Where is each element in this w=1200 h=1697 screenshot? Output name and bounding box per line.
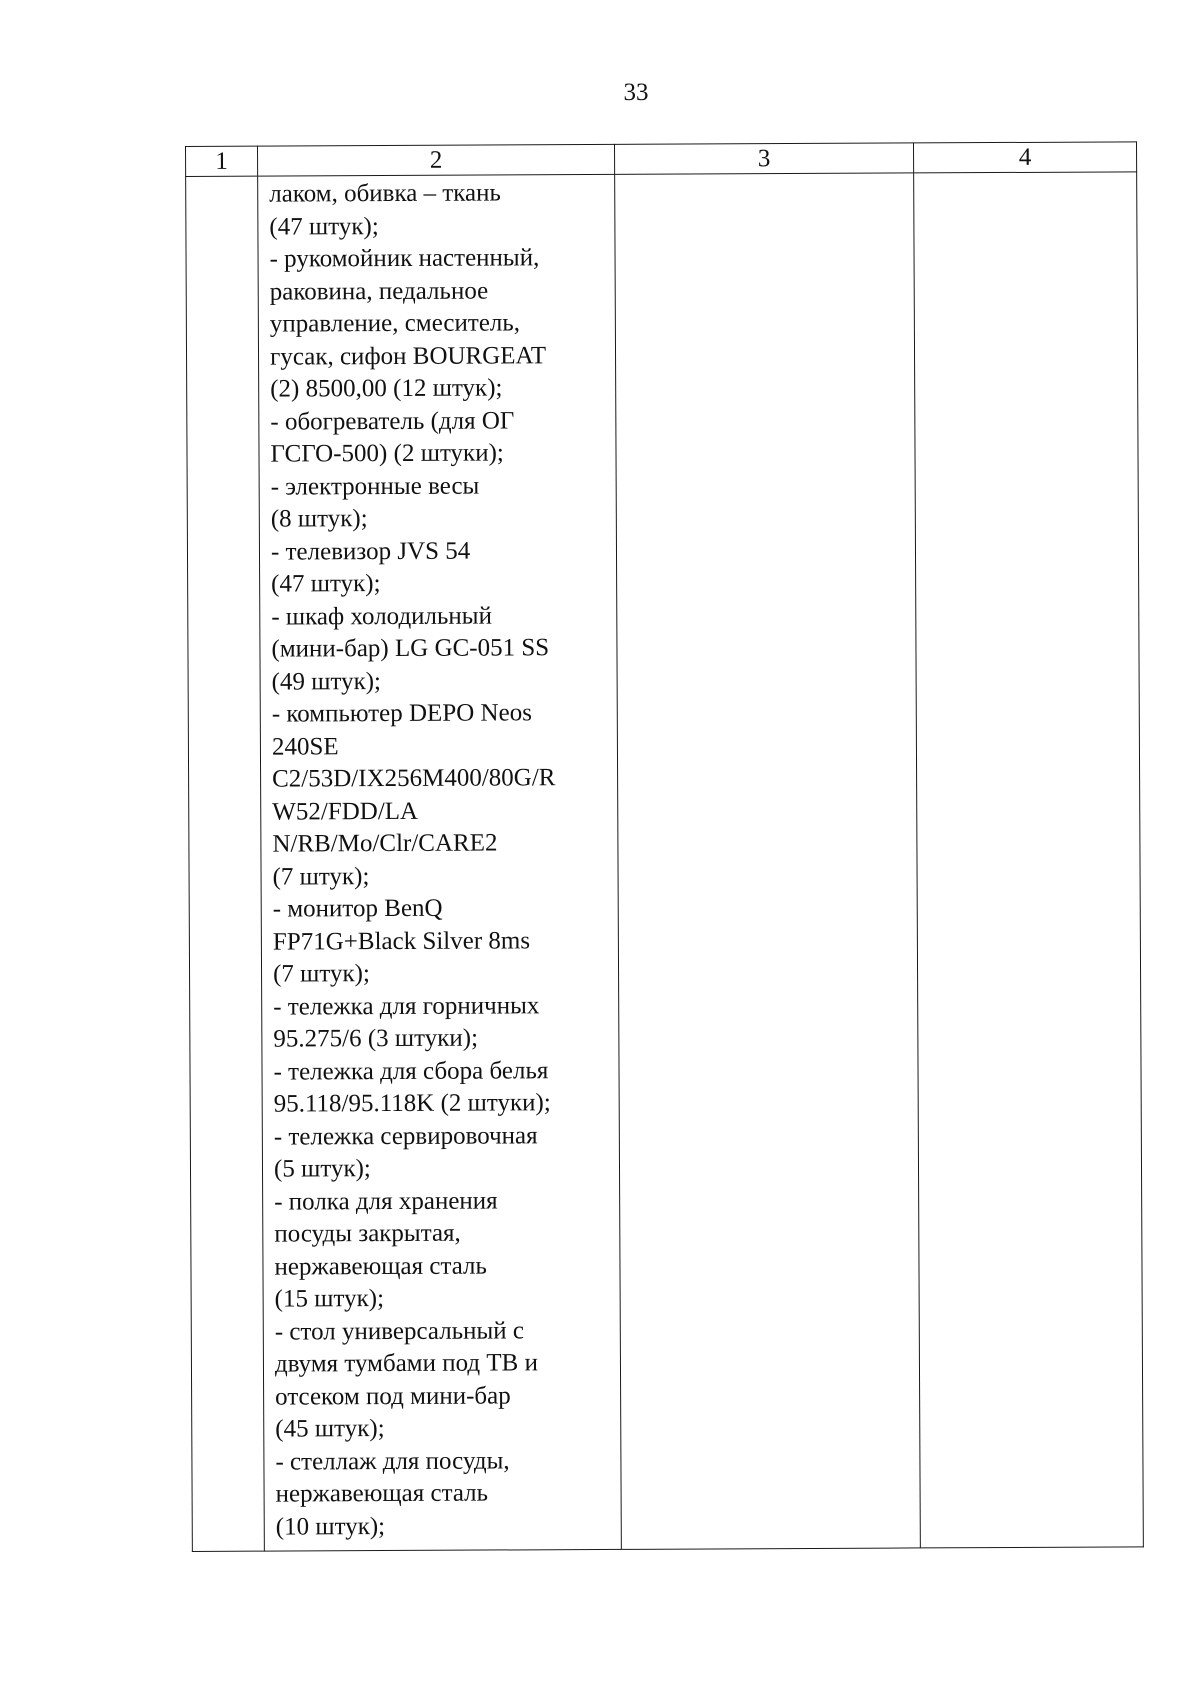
list-item-line: 95.275/6 (3 штуки); xyxy=(273,1024,479,1053)
list-item-line: лаком, обивка – ткань xyxy=(269,179,501,208)
list-item-line: N/RB/Mo/Clr/CARE2 xyxy=(272,829,498,858)
page-number: 33 xyxy=(623,79,649,106)
list-item-line: гусак, сифон BOURGEAT xyxy=(269,341,547,371)
list-item-line: (8 штук); xyxy=(270,505,368,533)
list-item-line: - монитор BenQ xyxy=(272,894,443,923)
list-item-line: раковина, педальное xyxy=(269,277,489,306)
list-item-line: (5 штук); xyxy=(273,1155,371,1183)
list-item-line: (10 штук); xyxy=(275,1512,386,1541)
list-item-line: - шкаф холодильный xyxy=(271,602,493,631)
list-item-line: - компьютер DEPO Neos xyxy=(271,699,532,728)
list-item-line: - тележка сервировочная xyxy=(273,1121,538,1151)
list-item-line: - телевизор JVS 54 xyxy=(270,537,471,566)
equipment-table xyxy=(185,141,1144,1552)
list-item-line: - тележка для горничных xyxy=(273,991,540,1021)
list-item-line: (45 штук); xyxy=(275,1415,385,1443)
column-header-3: 3 xyxy=(614,143,913,174)
list-item-line: - стеллаж для посуды, xyxy=(275,1446,510,1476)
list-item-line: (15 штук); xyxy=(274,1285,385,1313)
cell-col-1 xyxy=(186,176,265,1551)
list-item-line: W52/FDD/LA xyxy=(272,797,419,826)
column-header-2: 2 xyxy=(258,144,615,176)
cell-col-4 xyxy=(914,172,1144,1548)
list-item-line: ГСГО-500) (2 штуки); xyxy=(270,439,504,468)
list-item-line: (2) 8500,00 (12 штук); xyxy=(270,374,503,403)
column-header-4: 4 xyxy=(913,142,1136,173)
list-item-line: - тележка для сбора белья xyxy=(273,1056,549,1086)
list-item-line: - обогреватель (для ОГ xyxy=(270,406,515,436)
equipment-list xyxy=(258,175,621,1544)
list-item-line: 240SE xyxy=(271,732,339,761)
list-item-line: (7 штук); xyxy=(272,862,370,891)
list-item-line: - электронные весы xyxy=(270,472,480,501)
list-item-line: (7 штук); xyxy=(272,960,370,988)
list-item-line: посуды закрытая, xyxy=(274,1219,461,1248)
list-item-line: 95.118/95.118K (2 штуки); xyxy=(273,1089,551,1118)
list-item-line: (49 штук); xyxy=(271,667,382,696)
cell-col-2 xyxy=(258,174,622,1551)
list-item-line: (47 штук); xyxy=(271,570,381,598)
list-item-line: управление, смеситель, xyxy=(269,309,521,338)
list-item-line: FP71G+Black Silver 8ms xyxy=(272,926,531,956)
column-header-1: 1 xyxy=(186,146,258,176)
list-item-line: C2/53D/IX256M400/80G/R xyxy=(272,764,556,793)
list-item-line: отсеком под мини-бар xyxy=(275,1381,511,1411)
list-item-line: - полка для хранения xyxy=(274,1186,498,1216)
list-item-line: нержавеющая сталь xyxy=(275,1479,489,1508)
list-item-line: - стол универсальный с xyxy=(274,1316,525,1346)
list-item-line: - рукомойник настенный, xyxy=(269,244,540,273)
table-header-row xyxy=(186,142,1137,177)
cell-col-3 xyxy=(615,173,921,1549)
list-item-line: (мини-бар) LG GC-051 SS xyxy=(271,634,550,663)
table-row xyxy=(186,172,1144,1552)
list-item-line: нержавеющая сталь xyxy=(274,1252,487,1281)
list-item-line: двумя тумбами под ТВ и xyxy=(274,1349,538,1378)
list-item-line: (47 штук); xyxy=(269,212,379,241)
